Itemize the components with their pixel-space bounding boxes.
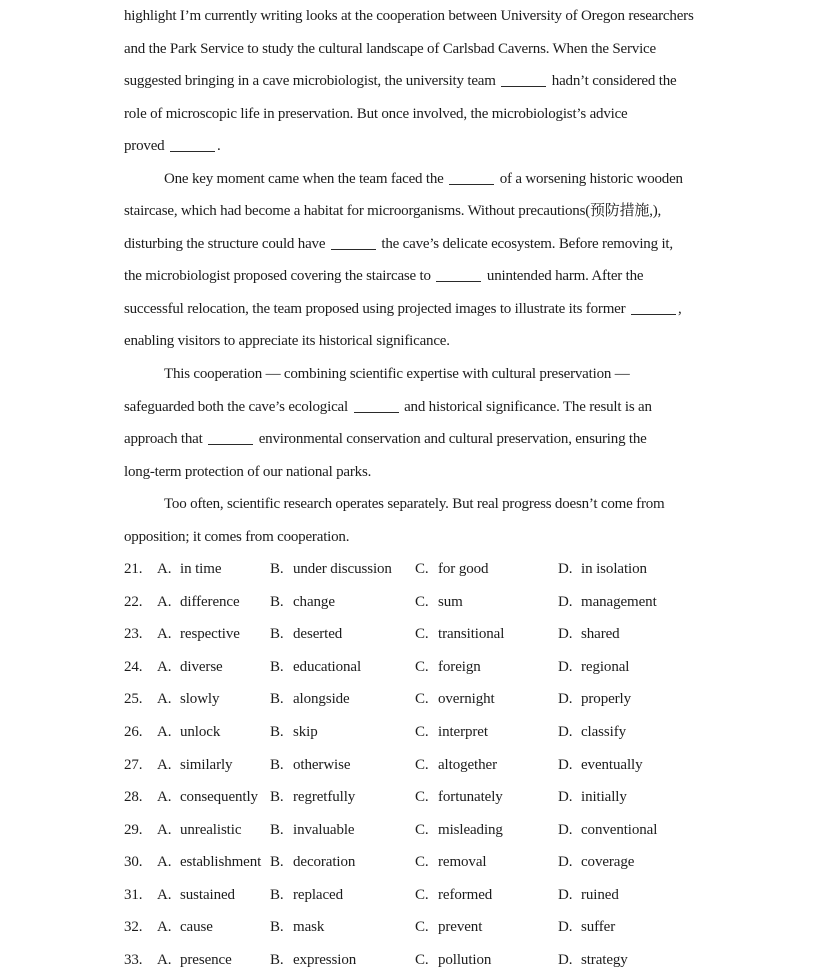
answer-blank bbox=[501, 74, 546, 87]
passage-paragraph bbox=[124, 0, 828, 163]
option-label: A. bbox=[157, 886, 172, 903]
question-cell bbox=[270, 683, 415, 716]
question-row bbox=[124, 749, 828, 782]
question-cell bbox=[124, 846, 270, 879]
option-label: D. bbox=[558, 626, 573, 643]
option-text: respective bbox=[180, 626, 240, 643]
option-text: unrealistic bbox=[180, 821, 242, 838]
question-cell bbox=[270, 814, 415, 847]
question-row bbox=[124, 683, 828, 716]
question-cell bbox=[558, 846, 828, 879]
option-a bbox=[157, 822, 241, 838]
option-b bbox=[270, 952, 356, 968]
option-text: management bbox=[581, 593, 657, 610]
option-a bbox=[157, 659, 223, 675]
option-text: classify bbox=[581, 724, 627, 741]
option-label: A. bbox=[157, 691, 172, 708]
option-text: skip bbox=[293, 724, 318, 741]
option-text: shared bbox=[581, 626, 620, 643]
question-cell bbox=[270, 911, 415, 944]
answer-blank bbox=[208, 432, 253, 445]
option-c bbox=[415, 789, 503, 805]
option-b bbox=[270, 724, 318, 740]
option-a bbox=[157, 789, 258, 805]
option-a bbox=[157, 561, 221, 577]
question-number: 22. bbox=[124, 593, 143, 610]
answer-blank bbox=[170, 139, 215, 152]
passage-line: One key moment came when the team faced the of a worsening historic wooden bbox=[164, 170, 683, 187]
passage-line: This cooperation — combining scientific expertise with cultural preservation — bbox=[164, 366, 630, 383]
question-row bbox=[124, 781, 828, 814]
option-label: C. bbox=[415, 724, 429, 741]
question-cell bbox=[270, 749, 415, 782]
option-a bbox=[157, 854, 261, 870]
passage-paragraph bbox=[124, 163, 828, 358]
option-label: B. bbox=[270, 561, 284, 578]
option-c bbox=[415, 626, 504, 642]
question-cell bbox=[270, 618, 415, 651]
passage-line: disturbing the structure could have the cave’s delicate ecosystem. Before removing it, bbox=[124, 235, 673, 252]
option-b bbox=[270, 854, 355, 870]
option-label: A. bbox=[157, 658, 172, 675]
question-cell bbox=[124, 716, 270, 749]
option-label: C. bbox=[415, 951, 429, 968]
option-text: interpret bbox=[438, 724, 488, 741]
option-a bbox=[157, 594, 240, 610]
option-label: B. bbox=[270, 821, 284, 838]
option-c bbox=[415, 691, 495, 707]
option-text: invaluable bbox=[293, 821, 355, 838]
option-text: ruined bbox=[581, 886, 619, 903]
option-label: D. bbox=[558, 919, 573, 936]
question-row bbox=[124, 553, 828, 586]
option-text: sum bbox=[438, 593, 463, 610]
option-text: alongside bbox=[293, 691, 350, 708]
option-text: for good bbox=[438, 561, 489, 578]
option-label: D. bbox=[558, 593, 573, 610]
option-c bbox=[415, 594, 463, 610]
option-label: C. bbox=[415, 789, 429, 806]
option-a bbox=[157, 887, 235, 903]
option-text: deserted bbox=[293, 626, 343, 643]
option-label: C. bbox=[415, 919, 429, 936]
question-cell bbox=[415, 586, 558, 619]
option-text: overnight bbox=[438, 691, 495, 708]
option-text: misleading bbox=[438, 821, 503, 838]
question-cell bbox=[124, 911, 270, 944]
question-cell bbox=[415, 814, 558, 847]
option-text: expression bbox=[293, 951, 357, 968]
option-label: C. bbox=[415, 561, 429, 578]
option-d bbox=[558, 919, 615, 935]
option-label: C. bbox=[415, 658, 429, 675]
question-cell bbox=[415, 716, 558, 749]
option-b bbox=[270, 789, 355, 805]
question-cell bbox=[415, 781, 558, 814]
option-d bbox=[558, 822, 657, 838]
passage-line: staircase, which had become a habitat for microorganisms. Without precautions(预防措施,), bbox=[124, 203, 662, 220]
question-cell bbox=[124, 683, 270, 716]
option-b bbox=[270, 594, 335, 610]
option-label: D. bbox=[558, 821, 573, 838]
option-a bbox=[157, 724, 220, 740]
question-number: 28. bbox=[124, 789, 143, 806]
option-text: pollution bbox=[438, 951, 492, 968]
question-cell bbox=[558, 814, 828, 847]
option-label: B. bbox=[270, 691, 284, 708]
option-a bbox=[157, 952, 232, 968]
option-c bbox=[415, 887, 492, 903]
option-a bbox=[157, 757, 232, 773]
option-label: C. bbox=[415, 886, 429, 903]
option-c bbox=[415, 854, 486, 870]
question-cell bbox=[124, 814, 270, 847]
option-d bbox=[558, 789, 627, 805]
option-label: A. bbox=[157, 919, 172, 936]
option-label: C. bbox=[415, 691, 429, 708]
question-list bbox=[124, 553, 828, 976]
option-text: change bbox=[293, 593, 335, 610]
question-cell bbox=[270, 781, 415, 814]
option-text: strategy bbox=[581, 951, 628, 968]
answer-blank bbox=[436, 269, 481, 282]
option-text: eventually bbox=[581, 756, 643, 773]
option-text: conventional bbox=[581, 821, 658, 838]
question-number: 24. bbox=[124, 658, 143, 675]
passage-line: role of microscopic life in preservation. But once involved, the microbiologist’s advice bbox=[124, 105, 628, 122]
option-text: foreign bbox=[438, 658, 481, 675]
passage-line: successful relocation, the team proposed using projected images to illustrate its former , bbox=[124, 300, 682, 317]
option-label: C. bbox=[415, 854, 429, 871]
passage-line: and the Park Service to study the cultural landscape of Carlsbad Caverns. When the Service bbox=[124, 40, 656, 57]
option-b bbox=[270, 659, 361, 675]
option-text: coverage bbox=[581, 854, 635, 871]
option-label: A. bbox=[157, 626, 172, 643]
question-cell bbox=[270, 716, 415, 749]
option-label: B. bbox=[270, 854, 284, 871]
option-c bbox=[415, 919, 482, 935]
option-text: diverse bbox=[180, 658, 223, 675]
question-cell bbox=[270, 651, 415, 684]
question-cell bbox=[558, 781, 828, 814]
question-cell bbox=[124, 781, 270, 814]
option-label: D. bbox=[558, 756, 573, 773]
option-label: B. bbox=[270, 658, 284, 675]
option-text: altogether bbox=[438, 756, 497, 773]
option-text: fortunately bbox=[438, 789, 503, 806]
question-row bbox=[124, 716, 828, 749]
option-label: A. bbox=[157, 951, 172, 968]
option-label: D. bbox=[558, 691, 573, 708]
option-label: B. bbox=[270, 724, 284, 741]
question-cell bbox=[415, 553, 558, 586]
question-cell bbox=[124, 651, 270, 684]
question-cell bbox=[124, 944, 270, 976]
question-cell bbox=[415, 749, 558, 782]
question-cell bbox=[124, 586, 270, 619]
option-d bbox=[558, 626, 620, 642]
question-row bbox=[124, 618, 828, 651]
option-text: similarly bbox=[180, 756, 233, 773]
question-number: 26. bbox=[124, 724, 143, 741]
question-cell bbox=[415, 683, 558, 716]
option-text: initially bbox=[581, 789, 627, 806]
option-a bbox=[157, 919, 213, 935]
passage-line: Too often, scientific research operates separately. But real progress doesn’t come from bbox=[164, 496, 665, 513]
option-text: decoration bbox=[293, 854, 356, 871]
question-cell bbox=[558, 716, 828, 749]
question-number: 25. bbox=[124, 691, 143, 708]
question-number: 21. bbox=[124, 561, 143, 578]
option-label: B. bbox=[270, 886, 284, 903]
option-label: A. bbox=[157, 821, 172, 838]
option-text: transitional bbox=[438, 626, 505, 643]
passage-line: the microbiologist proposed covering the staircase to unintended harm. After the bbox=[124, 268, 644, 285]
question-cell bbox=[558, 586, 828, 619]
option-label: D. bbox=[558, 561, 573, 578]
question-cell bbox=[270, 846, 415, 879]
option-c bbox=[415, 724, 488, 740]
option-b bbox=[270, 691, 350, 707]
option-a bbox=[157, 691, 219, 707]
option-c bbox=[415, 952, 491, 968]
option-label: A. bbox=[157, 561, 172, 578]
question-cell bbox=[124, 553, 270, 586]
question-cell bbox=[415, 944, 558, 976]
answer-blank bbox=[631, 302, 676, 315]
passage-line: safeguarded both the cave’s ecological and historical significance. The result is an bbox=[124, 398, 652, 415]
passage-line: long-term protection of our national parks. bbox=[124, 463, 372, 480]
option-b bbox=[270, 757, 350, 773]
option-label: D. bbox=[558, 789, 573, 806]
question-cell bbox=[558, 944, 828, 976]
option-text: slowly bbox=[180, 691, 220, 708]
option-b bbox=[270, 822, 354, 838]
question-number: 31. bbox=[124, 886, 143, 903]
question-number: 33. bbox=[124, 951, 143, 968]
question-number: 32. bbox=[124, 919, 143, 936]
option-d bbox=[558, 691, 631, 707]
option-d bbox=[558, 724, 626, 740]
question-cell bbox=[270, 586, 415, 619]
question-number: 23. bbox=[124, 626, 143, 643]
question-cell bbox=[415, 846, 558, 879]
option-label: B. bbox=[270, 593, 284, 610]
option-label: B. bbox=[270, 756, 284, 773]
question-row bbox=[124, 944, 828, 976]
answer-blank bbox=[449, 172, 494, 185]
option-c bbox=[415, 822, 503, 838]
option-text: in time bbox=[180, 561, 222, 578]
passage-line: suggested bringing in a cave microbiologist, the university team hadn’t considered the bbox=[124, 73, 677, 90]
option-c bbox=[415, 757, 497, 773]
option-d bbox=[558, 854, 634, 870]
question-row bbox=[124, 911, 828, 944]
option-text: establishment bbox=[180, 854, 262, 871]
passage-line: proved . bbox=[124, 138, 221, 155]
question-cell bbox=[124, 879, 270, 912]
question-cell bbox=[415, 879, 558, 912]
question-cell bbox=[270, 879, 415, 912]
option-text: consequently bbox=[180, 789, 258, 806]
option-text: reformed bbox=[438, 886, 493, 903]
option-b bbox=[270, 626, 342, 642]
option-label: B. bbox=[270, 951, 284, 968]
option-label: D. bbox=[558, 658, 573, 675]
option-label: B. bbox=[270, 626, 284, 643]
option-text: replaced bbox=[293, 886, 343, 903]
option-b bbox=[270, 561, 392, 577]
option-b bbox=[270, 887, 343, 903]
option-a bbox=[157, 626, 240, 642]
option-text: regional bbox=[581, 658, 630, 675]
question-cell bbox=[558, 911, 828, 944]
option-c bbox=[415, 659, 481, 675]
option-d bbox=[558, 952, 628, 968]
option-label: D. bbox=[558, 854, 573, 871]
question-cell bbox=[558, 683, 828, 716]
passage-paragraph bbox=[124, 358, 828, 488]
option-label: B. bbox=[270, 789, 284, 806]
option-label: A. bbox=[157, 756, 172, 773]
question-row bbox=[124, 846, 828, 879]
option-d bbox=[558, 561, 647, 577]
question-cell bbox=[558, 879, 828, 912]
option-label: C. bbox=[415, 593, 429, 610]
question-row bbox=[124, 651, 828, 684]
option-label: A. bbox=[157, 724, 172, 741]
option-label: B. bbox=[270, 919, 284, 936]
option-text: suffer bbox=[581, 919, 616, 936]
question-cell bbox=[558, 749, 828, 782]
option-text: prevent bbox=[438, 919, 483, 936]
question-cell bbox=[558, 618, 828, 651]
option-label: D. bbox=[558, 951, 573, 968]
option-label: C. bbox=[415, 756, 429, 773]
option-text: removal bbox=[438, 854, 487, 871]
question-row bbox=[124, 814, 828, 847]
option-d bbox=[558, 887, 619, 903]
option-text: in isolation bbox=[581, 561, 647, 578]
option-text: under discussion bbox=[293, 561, 392, 578]
option-text: difference bbox=[180, 593, 240, 610]
passage-line: enabling visitors to appreciate its historical significance. bbox=[124, 333, 450, 350]
question-row bbox=[124, 879, 828, 912]
question-cell bbox=[124, 618, 270, 651]
option-label: C. bbox=[415, 626, 429, 643]
option-label: A. bbox=[157, 789, 172, 806]
option-text: unlock bbox=[180, 724, 221, 741]
option-text: properly bbox=[581, 691, 632, 708]
question-number: 30. bbox=[124, 854, 143, 871]
passage-line: highlight I’m currently writing looks at the cooperation between University of Oregon researchers bbox=[124, 8, 694, 24]
option-label: D. bbox=[558, 886, 573, 903]
answer-blank bbox=[354, 400, 399, 413]
option-label: C. bbox=[415, 821, 429, 838]
question-cell bbox=[415, 651, 558, 684]
question-number: 27. bbox=[124, 756, 143, 773]
passage-paragraph bbox=[124, 488, 828, 553]
option-label: A. bbox=[157, 593, 172, 610]
option-d bbox=[558, 594, 657, 610]
option-d bbox=[558, 659, 629, 675]
question-cell bbox=[415, 618, 558, 651]
question-cell bbox=[558, 651, 828, 684]
option-text: cause bbox=[180, 919, 213, 936]
answer-blank bbox=[331, 237, 376, 250]
question-cell bbox=[270, 944, 415, 976]
passage-line: approach that environmental conservation and cultural preservation, ensuring the bbox=[124, 431, 647, 448]
question-number: 29. bbox=[124, 821, 143, 838]
option-text: regretfully bbox=[293, 789, 356, 806]
option-c bbox=[415, 561, 488, 577]
question-cell bbox=[558, 553, 828, 586]
option-text: educational bbox=[293, 658, 362, 675]
option-text: otherwise bbox=[293, 756, 351, 773]
question-row bbox=[124, 586, 828, 619]
option-label: A. bbox=[157, 854, 172, 871]
option-d bbox=[558, 757, 642, 773]
option-b bbox=[270, 919, 324, 935]
passage bbox=[124, 0, 828, 553]
question-cell bbox=[124, 749, 270, 782]
option-text: mask bbox=[293, 919, 325, 936]
option-text: sustained bbox=[180, 886, 235, 903]
option-text: presence bbox=[180, 951, 232, 968]
passage-line: opposition; it comes from cooperation. bbox=[124, 528, 350, 545]
question-cell bbox=[270, 553, 415, 586]
question-cell bbox=[415, 911, 558, 944]
option-label: D. bbox=[558, 724, 573, 741]
